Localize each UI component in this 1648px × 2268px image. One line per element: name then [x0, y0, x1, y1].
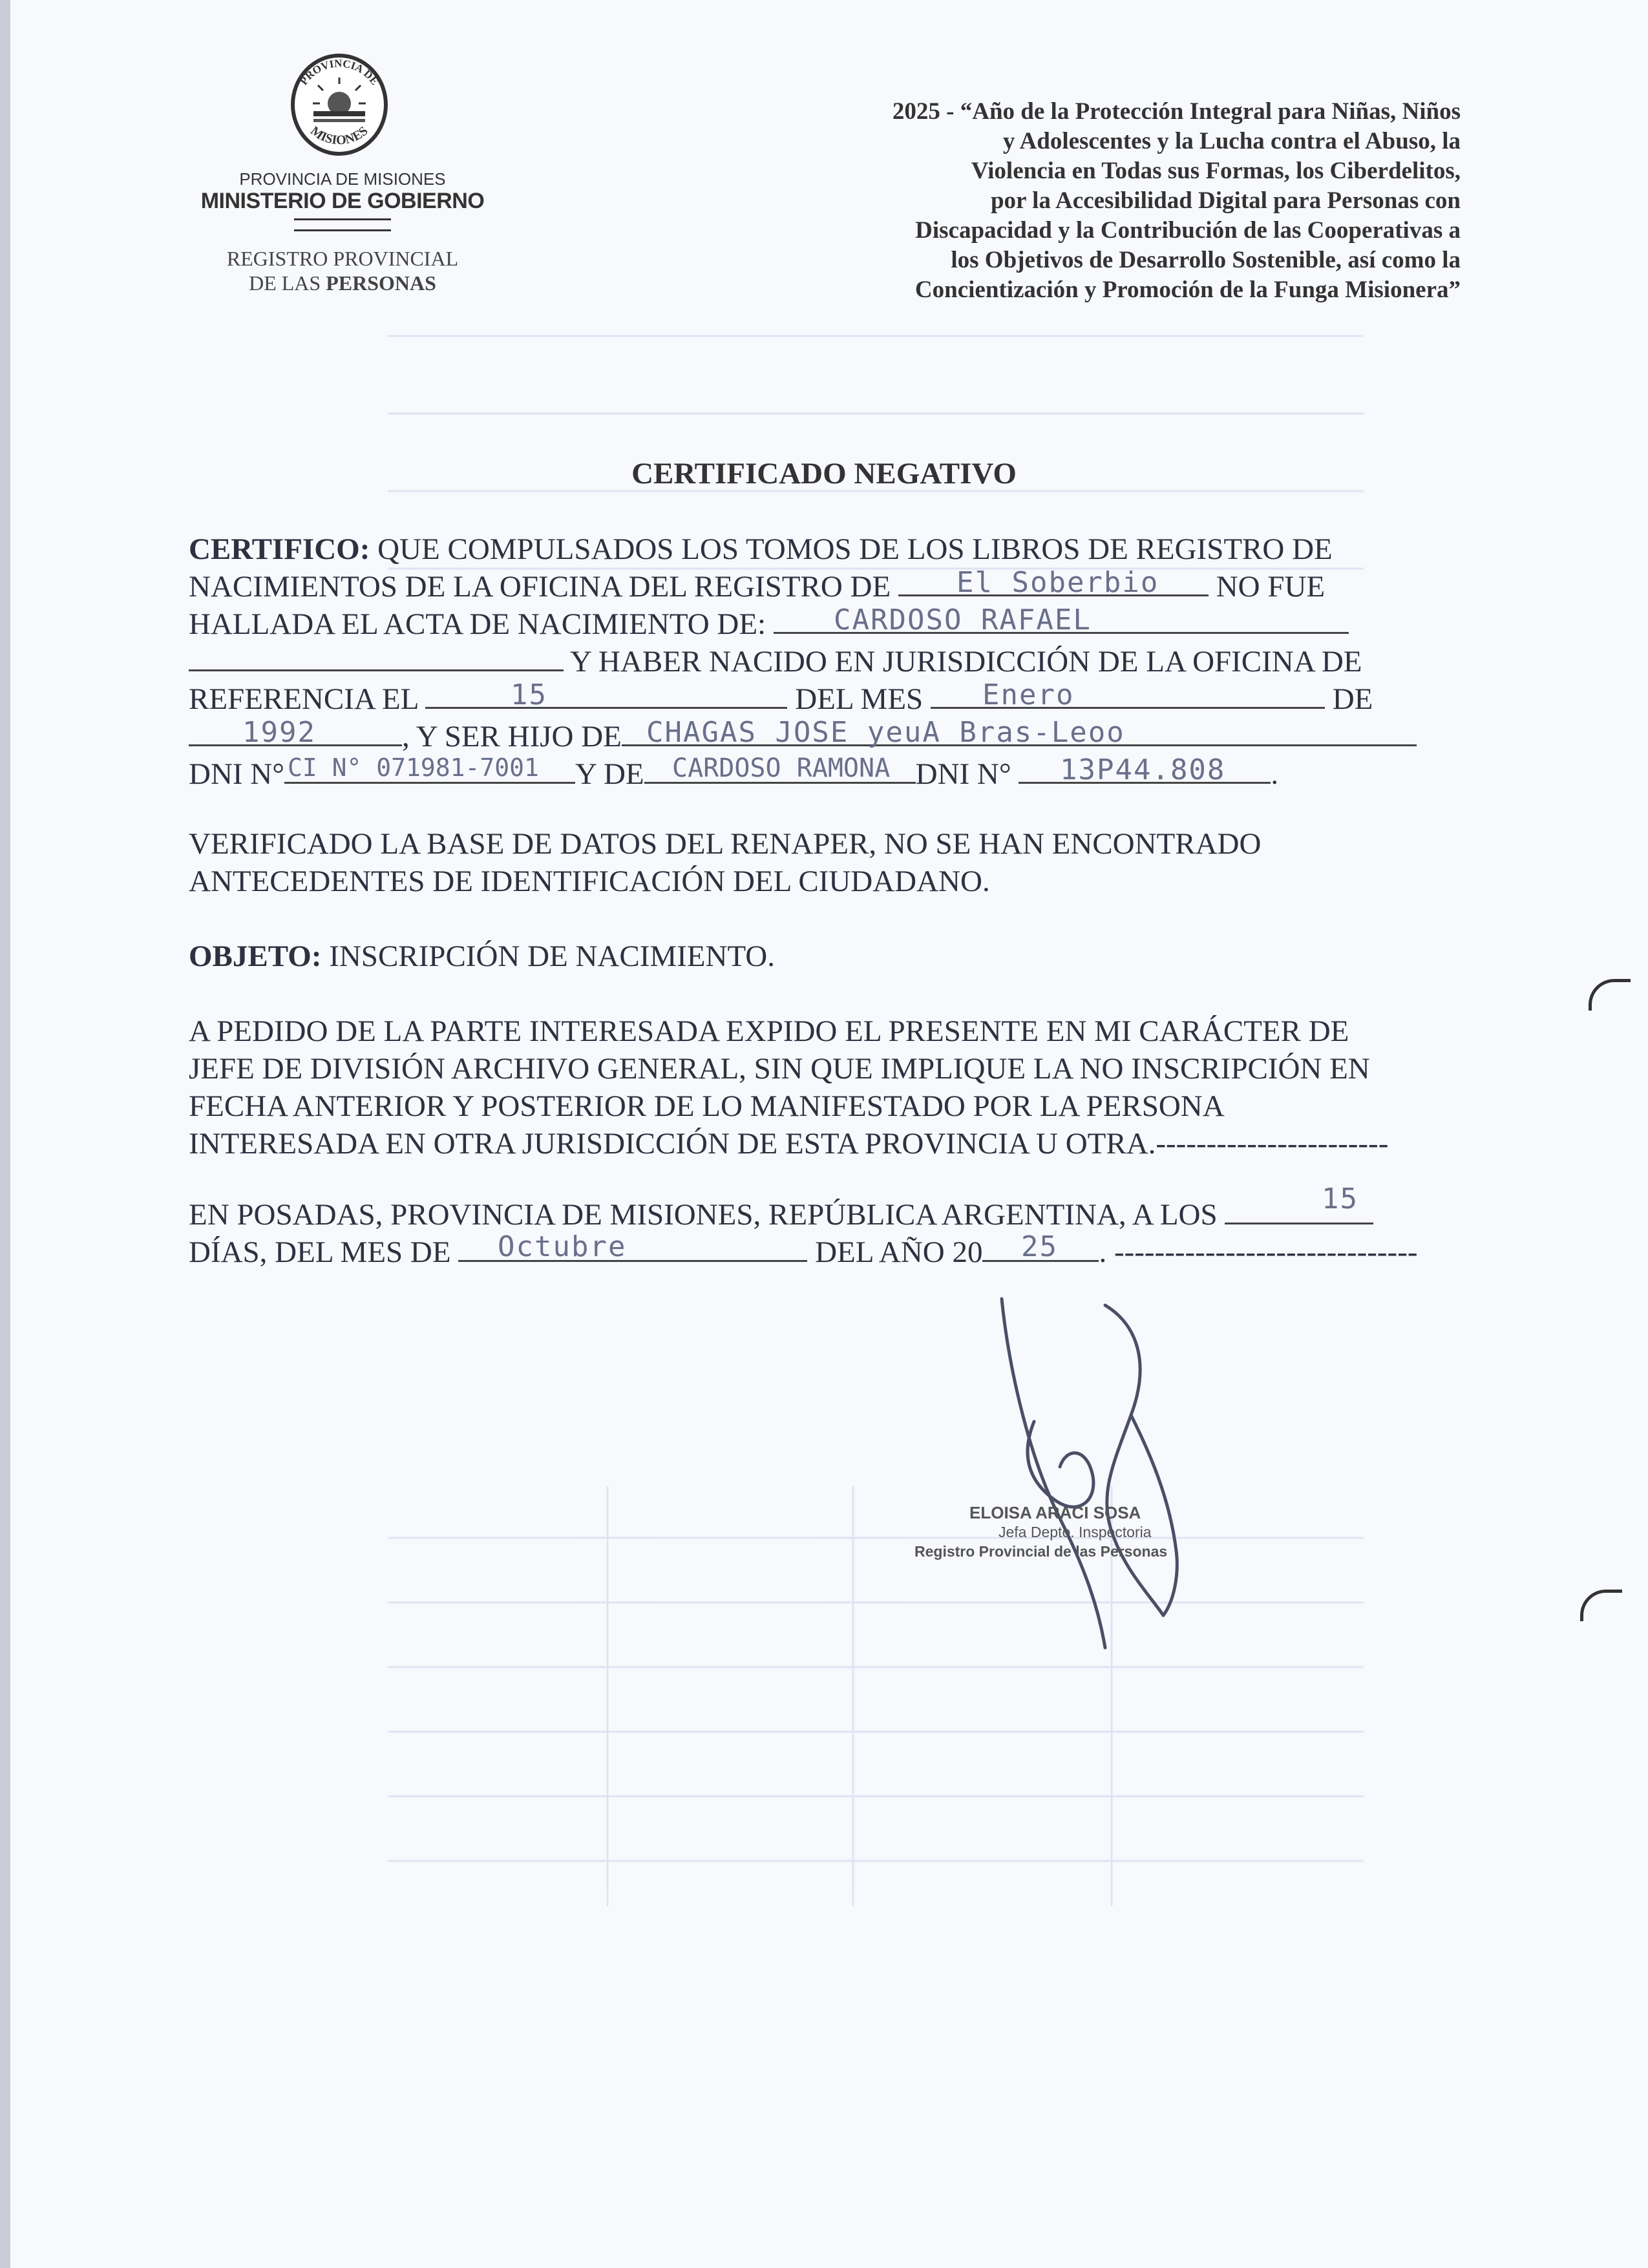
coat-of-arms-icon — [284, 52, 394, 158]
pedido-line-2: JEFE DE DIVISIÓN ARCHIVO GENERAL, SIN QUE IMPLIQUE LA NO INSCRIPCIÓN EN — [189, 1052, 1370, 1086]
handwritten-oficina: El Soberbio — [956, 566, 1159, 599]
handwritten-nombre: CARDOSO RAFAEL — [834, 604, 1092, 636]
motto-line: Concientización y Promoción de la Funga Misionera” — [914, 277, 1461, 303]
registro-label-line1: REGISTRO PROVINCIAL — [226, 247, 459, 270]
document-title: CERTIFICADO NEGATIVO — [631, 457, 1017, 490]
handwritten-mes: Enero — [982, 678, 1075, 711]
lugar-line-1: EN POSADAS, PROVINCIA DE MISIONES, REPÚBLICA ARGENTINA, A LOS — [189, 1197, 1373, 1233]
certifico-line-4: Y HABER NACIDO EN JURISDICCIÓN DE LA OFICINA DE — [189, 644, 1362, 680]
paper-edge — [0, 0, 10, 2268]
punch-hole-mark — [1580, 1590, 1622, 1621]
handwritten-anio: 1992 — [242, 716, 316, 749]
verificado-line-1: VERIFICADO LA BASE DE DATOS DEL RENAPER, NO SE HAN ENCONTRADO — [189, 827, 1262, 861]
stamp-office: Registro Provincial de las Personas — [914, 1543, 1168, 1560]
handwritten-padre: CHAGAS JOSE yeuA Bras-Leoo — [646, 716, 1125, 749]
certifico-line-7: DNI N° Y DE DNI N° . — [189, 757, 1279, 791]
verificado-line-2: ANTECEDENTES DE IDENTIFICACIÓN DEL CIUDADANO. — [189, 865, 990, 898]
stamp-name: ELOISA ARACI SOSA — [969, 1503, 1141, 1522]
svg-text:PROVINCIA DE: PROVINCIA DE — [297, 57, 381, 87]
punch-hole-mark — [1589, 979, 1631, 1011]
ministerio-label: MINISTERIO DE GOBIERNO — [200, 189, 485, 213]
pedido-line-1: A PEDIDO DE LA PARTE INTERESADA EXPIDO EL PRESENTE EN MI CARÁCTER DE — [189, 1014, 1349, 1048]
handwritten-dni-padre: CI N° 071981-7001 — [288, 753, 539, 782]
handwritten-fecha-dia: 15 — [1322, 1182, 1358, 1215]
motto-line: y Adolescentes y la Lucha contra el Abuso, la — [1002, 128, 1461, 154]
pedido-line-4: INTERESADA EN OTRA JURISDICCIÓN DE ESTA PROVINCIA U OTRA.----------------------- — [189, 1127, 1389, 1160]
certifico-line-3: HALLADA EL ACTA DE NACIMIENTO DE: — [189, 606, 1349, 642]
motto-line: los Objetivos de Desarrollo Sostenible, así como la — [951, 247, 1461, 273]
motto-line: Discapacidad y la Contribución de las Cooperativas a — [915, 217, 1461, 244]
certifico-line-1: CERTIFICO: QUE COMPULSADOS LOS TOMOS DE LOS LIBROS DE REGISTRO DE — [189, 532, 1333, 566]
stamp-role: Jefa Depto. Inspectoria — [998, 1524, 1152, 1540]
handwritten-fecha-mes: Octubre — [498, 1230, 627, 1263]
certifico-line-2: NACIMIENTOS DE LA OFICINA DEL REGISTRO DE NO FUE — [189, 570, 1326, 604]
year-motto — [582, 97, 1461, 305]
certifico-line-5: REFERENCIA EL DEL MES DE — [189, 682, 1373, 716]
handwritten-fecha-anio: 25 — [1021, 1230, 1058, 1263]
lugar-line-2: DÍAS, DEL MES DE DEL AÑO 20 . ------------------------------ — [189, 1235, 1418, 1269]
registro-label-line2: DE LAS PERSONAS — [249, 271, 436, 295]
motto-line: 2025 - “Año de la Protección Integral para Niñas, Niños — [892, 98, 1461, 125]
provincia-label: PROVINCIA DE MISIONES — [239, 169, 446, 189]
motto-line: por la Accesibilidad Digital para Personas con — [990, 187, 1461, 214]
handwritten-madre: CARDOSO RAMONA — [672, 753, 891, 783]
svg-text:MISIONES: MISIONES — [308, 123, 371, 148]
motto-line: Violencia en Todas sus Formas, los Ciberdelitos, — [971, 158, 1461, 184]
certifico-line-6: , Y SER HIJO DE — [189, 719, 1417, 755]
objeto-line: OBJETO: INSCRIPCIÓN DE NACIMIENTO. — [189, 940, 776, 973]
header-double-rule — [294, 218, 391, 231]
handwritten-signature — [956, 1286, 1228, 1661]
handwritten-dni-madre: 13P44.808 — [1060, 753, 1226, 786]
handwritten-dia: 15 — [511, 678, 547, 711]
pedido-line-3: FECHA ANTERIOR Y POSTERIOR DE LO MANIFESTADO POR LA PERSONA — [189, 1089, 1225, 1123]
